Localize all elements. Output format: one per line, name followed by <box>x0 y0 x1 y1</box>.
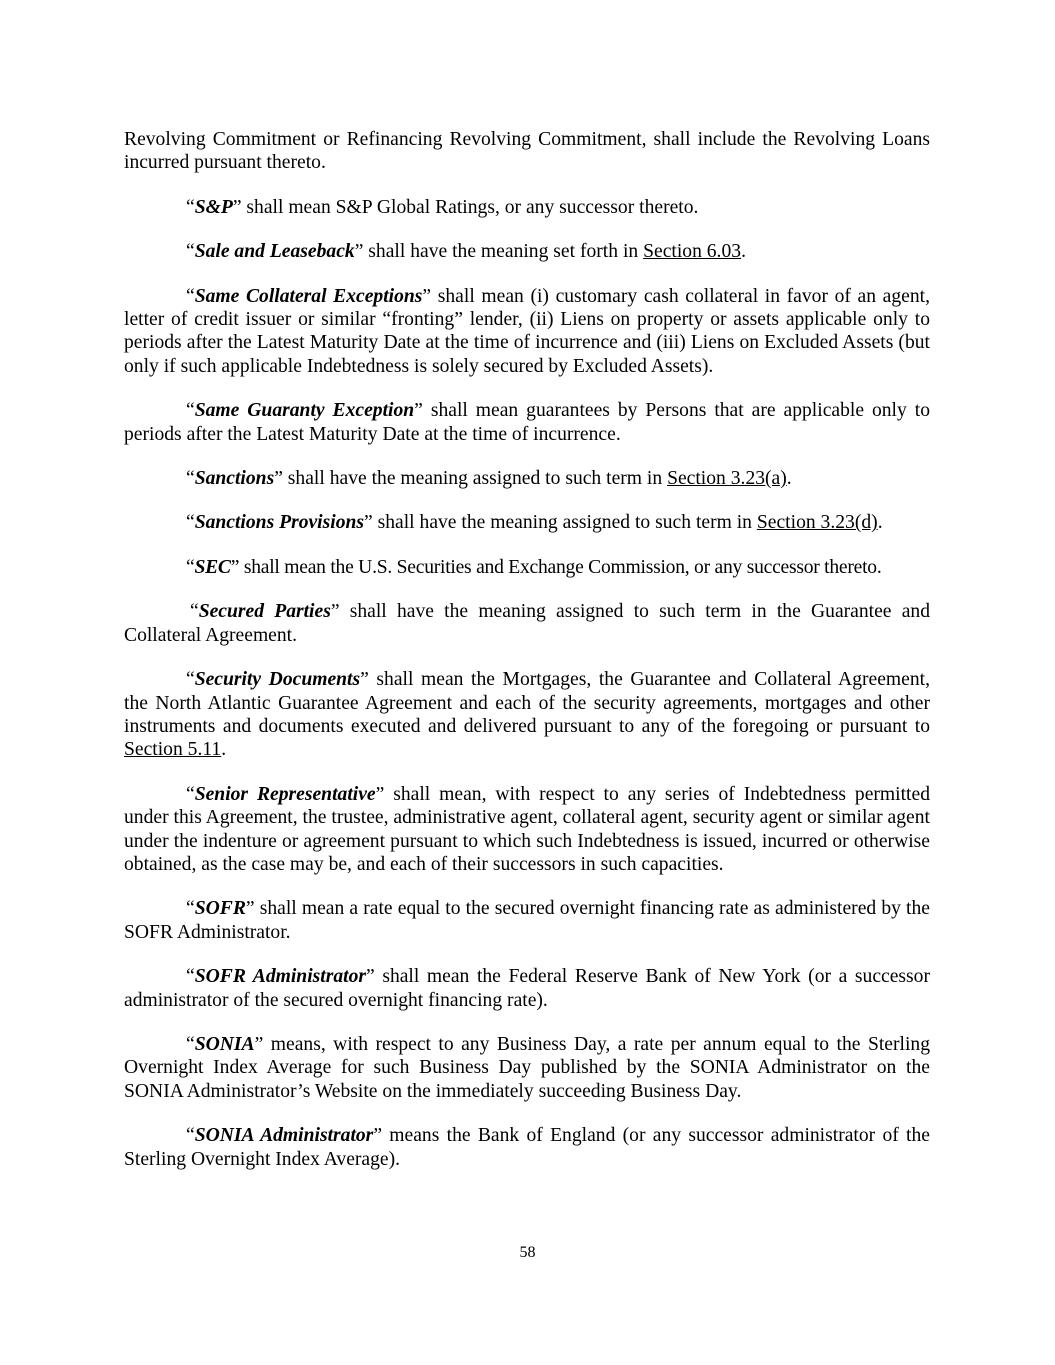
continuation-paragraph: Revolving Commitment or Refinancing Revolving Commitment, shall include the Revolving Loans incurred pursuant thereto. <box>124 129 930 174</box>
defined-term: SONIA Administrator <box>194 1125 374 1147</box>
definition-text: shall mean a rate equal to the secured overnight financing rate as administered by the SOFR Administrator. <box>124 898 930 943</box>
defined-term: SOFR Administrator <box>194 966 367 988</box>
page-number: 58 <box>519 1244 536 1261</box>
definition-sale-and-leaseback: “Sale and Leaseback” shall have the meaning set forth in Section 6.03. <box>186 241 746 263</box>
definition-sanctions-provisions: “Sanctions Provisions” shall have the meaning assigned to such term in Section 3.23(d). <box>186 512 883 534</box>
defined-term: Sale and Leaseback <box>194 241 355 263</box>
definition-same-collateral-exceptions: “Same Collateral Exceptions” shall mean (i) customary cash collateral in favor of an agent, letter of credit issuer or similar “fronting” lender, (ii) Liens on property or assets applicable only to periods after the Latest Maturity Date at the time of incurrence and (iii) Liens on Excluded Assets (but only if such applicable Indebtedness is solely secured by Excluded Assets). <box>124 285 931 377</box>
definition-senior-representative: “Senior Representative” shall mean, with respect to any series of Indebtedness permitted under this Agreement, the trustee, administrative agent, collateral agent, security agent or similar agent under the indenture or agreement pursuant to which such Indebtedness is issued, incurred or otherwise obtained, as the case may be, and each of their successors in such capacities. <box>124 783 930 875</box>
defined-term: SONIA <box>194 1033 255 1055</box>
definition-text: shall mean the U.S. Securities and Exchange Commission, or any successor thereto. <box>239 556 882 578</box>
defined-term: SOFR <box>194 898 246 920</box>
definition-text: means, with respect to any Business Day, a rate per annum equal to the Sterling Overnight Index Average for such Business Day published by the SONIA Administrator on the SONIA Administrator’s Website on the immediately succeeding Business Day. <box>124 1033 930 1102</box>
definition-secured-parties: “Secured Parties” shall have the meaning assigned to such term in the Guarantee and Collateral Agreement. <box>124 601 930 646</box>
section-reference-link[interactable]: Section 3.23(a) <box>667 468 787 490</box>
definition-text: shall mean the Mortgages, the Guarantee and Collateral Agreement, the North Atlantic Guarantee Agreement and each of the security agreements, mortgages and other instruments and documents executed and delivered pursuant to any of the foregoing or pursuant to <box>124 669 930 737</box>
definition-text: shall mean S&P Global Ratings, or any successor thereto. <box>241 196 699 218</box>
section-reference-link[interactable]: Section 3.23(d) <box>756 512 878 534</box>
defined-term: S&P <box>194 196 233 218</box>
definition-s-and-p: “S&P” shall mean S&P Global Ratings, or any successor thereto. <box>186 196 699 218</box>
section-reference-link[interactable]: Section 5.11 <box>124 739 222 761</box>
definition-text: shall have the meaning set forth in <box>363 241 644 263</box>
definition-sonia: “SONIA” means, with respect to any Business Day, a rate per annum equal to the Sterling Overnight Index Average for such Business Day published by the SONIA Administrator on the SONIA Administrator’s Website on the immediately succeeding Business Day. <box>124 1033 930 1102</box>
definition-security-documents: “Security Documents” shall mean the Mortgages, the Guarantee and Collateral Agreement, the North Atlantic Guarantee Agreement and each of the security agreements, mortgages and other instruments and documents executed and delivered pursuant to any of the foregoing or pursuant to Section 5.11. <box>124 669 930 761</box>
definition-sofr: “SOFR” shall mean a rate equal to the secured overnight financing rate as administered by the SOFR Administrator. <box>124 898 930 943</box>
defined-term: Secured Parties <box>198 601 331 623</box>
defined-term: Same Guaranty Exception <box>194 400 415 422</box>
definition-sonia-administrator: “SONIA Administrator” means the Bank of England (or any successor administrator of the Sterling Overnight Index Average). <box>124 1125 930 1170</box>
definition-sec: “SEC” shall mean the U.S. Securities and Exchange Commission, or any successor thereto. <box>186 556 882 578</box>
defined-term: Sanctions <box>194 468 275 490</box>
definition-text: shall have the meaning assigned to such term in <box>282 468 668 490</box>
definition-text: shall have the meaning assigned to such term in <box>372 512 757 534</box>
definition-text: shall have the meaning assigned to such term in the Guarantee and Collateral Agreement. <box>124 601 930 646</box>
definition-text: shall mean guarantees by Persons that are applicable only to periods after the Latest Maturity Date at the time of incurrence. <box>124 400 930 445</box>
definition-sofr-administrator: “SOFR Administrator” shall mean the Federal Reserve Bank of New York (or a successor administrator of the secured overnight financing rate). <box>124 966 930 1011</box>
definition-text: shall mean, with respect to any series of Indebtedness permitted under this Agreement, the trustee, administrative agent, collateral agent, security agent or similar agent under the indenture or agreement pursuant to which such Indebtedness is issued, incurred or otherwise obtained, as the case may be, and each of their successors in such capacities. <box>124 783 930 875</box>
defined-term: SEC <box>194 556 231 578</box>
definition-text: shall mean (i) customary cash collateral in favor of an agent, letter of credit issuer or similar “fronting” lender, (ii) Liens on property or assets applicable only to periods after the Latest Maturity Date at the time of incurrence and (iii) Liens on Excluded Assets (but only if such applicable Indebtedness is solely secured by Excluded Assets). <box>124 285 931 377</box>
definition-sanctions: “Sanctions” shall have the meaning assigned to such term in Section 3.23(a). <box>186 468 792 490</box>
defined-term: Security Documents <box>194 669 361 691</box>
section-reference-link[interactable]: Section 6.03 <box>643 241 742 263</box>
definition-same-guaranty-exception: “Same Guaranty Exception” shall mean guarantees by Persons that are applicable only to periods after the Latest Maturity Date at the time of incurrence. <box>124 400 930 445</box>
defined-term: Senior Representative <box>194 783 376 805</box>
defined-term: Same Collateral Exceptions <box>194 285 423 307</box>
definition-text: shall mean the Federal Reserve Bank of New York (or a successor administrator of the secured overnight financing rate). <box>124 966 930 1011</box>
defined-term: Sanctions Provisions <box>194 512 365 534</box>
definition-text: means the Bank of England (or any successor administrator of the Sterling Overnight Index Average). <box>124 1125 930 1170</box>
document-body <box>124 128 930 1192</box>
